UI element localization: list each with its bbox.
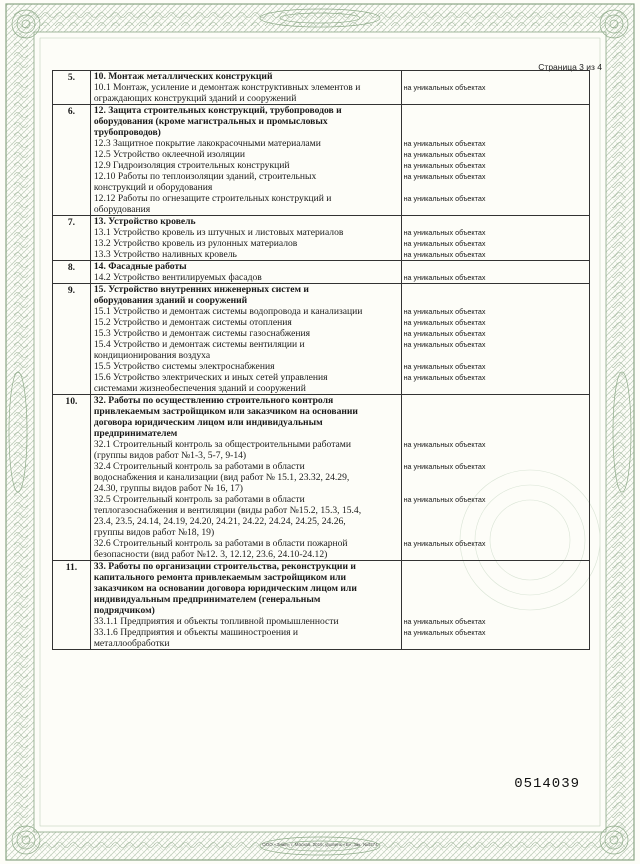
note-spacer — [402, 428, 589, 439]
note-cell — [401, 561, 589, 650]
work-item-text: 12.3 Защитное покрытие лакокрасочными материалами — [93, 138, 321, 149]
note-spacer — [402, 284, 589, 295]
note-spacer — [402, 527, 589, 538]
work-group-heading: 10. Монтаж металлических конструкций — [93, 71, 273, 82]
note-text: на уникальных объектах — [403, 307, 486, 316]
note-cell — [401, 284, 589, 395]
work-group-heading: 12. Защита строительных конструкций, трубопроводов и — [93, 105, 342, 116]
print-footer: ООО «Знак», г. Москва, 2016, уровень «В», зак. №4374 — [262, 842, 378, 847]
table-row — [53, 216, 590, 261]
note-spacer — [402, 216, 589, 227]
work-item-text: 12.12 Работы по огнезащите строительных конструкций и — [93, 193, 332, 204]
work-item-text: 33.1.1 Предприятия и объекты топливной промышленности — [93, 616, 339, 627]
note-cell — [401, 71, 589, 105]
note-text: на уникальных объектах — [403, 539, 486, 548]
work-item-text: 15.5 Устройство системы электроснабжения — [93, 361, 275, 372]
note-cell — [401, 261, 589, 284]
note-spacer — [402, 516, 589, 527]
work-item-text: 32.1 Строительный контроль за общестроительными работами — [93, 439, 351, 450]
note-cell — [401, 216, 589, 261]
table-row — [53, 261, 590, 284]
work-group-heading: 13. Устройство кровель — [93, 216, 196, 227]
work-group-heading: подрядчиком) — [93, 605, 155, 616]
work-item-text: кондиционирования воздуха — [93, 350, 211, 361]
note-spacer — [402, 204, 589, 215]
note-spacer — [402, 450, 589, 461]
work-item-text: 15.4 Устройство и демонтаж системы вентиляции и — [93, 339, 305, 350]
work-item-text: (группы видов работ №1-3, 5-7, 9-14) — [93, 450, 247, 461]
note-cell — [401, 105, 589, 216]
work-item-text: теплогазоснабжения и вентиляции (виды работ №15.2, 15.3, 15.4, — [93, 505, 362, 516]
work-item-text: системами жизнеобеспечения зданий и сооружений — [93, 383, 306, 394]
table-row — [53, 561, 590, 650]
note-spacer — [402, 127, 589, 138]
work-description-cell — [90, 71, 401, 105]
note-spacer — [402, 93, 589, 104]
work-group-heading: оборудования (кроме магистральных и промысловых — [93, 116, 328, 127]
work-item-text: 32.6 Строительный контроль за работами в области пожарной — [93, 538, 348, 549]
note-spacer — [402, 638, 589, 649]
work-group-heading: привлекаемым застройщиком или заказчиком на основании — [93, 406, 358, 417]
works-table — [52, 70, 590, 650]
note-text: на уникальных объектах — [403, 362, 486, 371]
table-row — [53, 105, 590, 216]
note-text: на уникальных объектах — [403, 228, 486, 237]
row-number: 6. — [53, 105, 91, 216]
work-group-heading: 33. Работы по организации строительства, реконструкции и — [93, 561, 356, 572]
work-group-heading: 15. Устройство внутренних инженерных систем и — [93, 284, 309, 295]
note-spacer — [402, 105, 589, 116]
note-spacer — [402, 383, 589, 394]
work-item-text: 23.4, 23.5, 24.14, 24.19, 24.20, 24.21, 24.22, 24.24, 24.25, 24.26, — [93, 516, 346, 527]
work-item-text: 24.30, группы видов работ № 16, 17) — [93, 483, 243, 494]
note-spacer — [402, 71, 589, 82]
note-text: на уникальных объектах — [403, 318, 486, 327]
note-text: на уникальных объектах — [403, 239, 486, 248]
note-text: на уникальных объектах — [403, 340, 486, 349]
note-text: на уникальных объектах — [403, 373, 486, 382]
row-number: 9. — [53, 284, 91, 395]
work-group-heading: предпринимателем — [93, 428, 178, 439]
note-spacer — [402, 116, 589, 127]
note-spacer — [402, 549, 589, 560]
work-item-text: 14.2 Устройство вентилируемых фасадов — [93, 272, 262, 283]
serial-number: 0514039 — [514, 776, 580, 792]
table-row — [53, 284, 590, 395]
note-text: на уникальных объектах — [403, 628, 486, 637]
work-item-text: 12.5 Устройство оклеечной изоляции — [93, 149, 246, 160]
work-item-text: металлообработки — [93, 638, 170, 649]
work-description-cell — [90, 284, 401, 395]
row-number: 10. — [53, 395, 91, 561]
work-group-heading: индивидуальным предпринимателем (генеральным — [93, 594, 321, 605]
note-spacer — [402, 483, 589, 494]
row-number: 8. — [53, 261, 91, 284]
row-number: 7. — [53, 216, 91, 261]
work-item-text: 15.2 Устройство и демонтаж системы отопления — [93, 317, 292, 328]
work-description-cell — [90, 261, 401, 284]
note-spacer — [402, 295, 589, 306]
note-spacer — [402, 561, 589, 572]
work-item-text: группы видов работ №18, 19) — [93, 527, 215, 538]
work-group-heading: договора юридическим лицом или индивидуальным — [93, 417, 323, 428]
note-spacer — [402, 395, 589, 406]
note-spacer — [402, 505, 589, 516]
work-item-text: конструкций и оборудования — [93, 182, 213, 193]
table-row — [53, 71, 590, 105]
work-item-text: 15.1 Устройство и демонтаж системы водопровода и канализации — [93, 306, 363, 317]
note-text: на уникальных объектах — [403, 161, 486, 170]
work-item-text: безопасности (вид работ №12. 3, 12.12, 23.6, 24.10-24.12) — [93, 549, 328, 560]
work-group-heading: 32. Работы по осуществлению строительного контроля — [93, 395, 334, 406]
work-item-text: 15.3 Устройство и демонтаж системы газоснабжения — [93, 328, 311, 339]
row-number: 11. — [53, 561, 91, 650]
note-spacer — [402, 583, 589, 594]
note-text: на уникальных объектах — [403, 172, 486, 181]
note-text: на уникальных объектах — [403, 495, 486, 504]
note-spacer — [402, 472, 589, 483]
work-description-cell — [90, 216, 401, 261]
note-spacer — [402, 406, 589, 417]
work-item-text: оборудования — [93, 204, 151, 215]
work-item-text: 13.1 Устройство кровель из штучных и листовых материалов — [93, 227, 344, 238]
row-number: 5. — [53, 71, 91, 105]
work-item-text: ограждающих конструкций зданий и сооружений — [93, 93, 297, 104]
work-item-text: 15.6 Устройство электрических и иных сетей управления — [93, 372, 328, 383]
work-item-text: 13.2 Устройство кровель из рулонных материалов — [93, 238, 298, 249]
note-spacer — [402, 417, 589, 428]
note-text: на уникальных объектах — [403, 329, 486, 338]
work-item-text: водоснабжения и канализации (вид работ № 15.1, 23.32, 24.29, — [93, 472, 350, 483]
work-item-text: 32.4 Строительный контроль за работами в области — [93, 461, 305, 472]
note-spacer — [402, 261, 589, 272]
note-text: на уникальных объектах — [403, 150, 486, 159]
work-group-heading: заказчиком на основании договора юридическим лицом или — [93, 583, 357, 594]
note-spacer — [402, 350, 589, 361]
note-text: на уникальных объектах — [403, 440, 486, 449]
table-row — [53, 395, 590, 561]
work-group-heading: трубопроводов) — [93, 127, 161, 138]
work-description-cell — [90, 395, 401, 561]
note-spacer — [402, 594, 589, 605]
note-text: на уникальных объектах — [403, 194, 486, 203]
note-text: на уникальных объектах — [403, 250, 486, 259]
work-description-cell — [90, 561, 401, 650]
note-text: на уникальных объектах — [403, 617, 486, 626]
work-group-heading: капитального ремонта привлекаемым застройщиком или — [93, 572, 347, 583]
note-text: на уникальных объектах — [403, 139, 486, 148]
work-item-text: 12.9 Гидроизоляция строительных конструкций — [93, 160, 290, 171]
work-group-heading: оборудования зданий и сооружений — [93, 295, 248, 306]
note-spacer — [402, 605, 589, 616]
note-spacer — [402, 572, 589, 583]
work-item-text: 10.1 Монтаж, усиление и демонтаж конструктивных элементов и — [93, 82, 361, 93]
work-item-text: 32.5 Строительный контроль за работами в области — [93, 494, 305, 505]
note-text: на уникальных объектах — [403, 83, 486, 92]
note-cell — [401, 395, 589, 561]
work-description-cell — [90, 105, 401, 216]
work-item-text: 33.1.6 Предприятия и объекты машиностроения и — [93, 627, 299, 638]
note-text: на уникальных объектах — [403, 273, 486, 282]
page-number: Страница 3 из 4 — [538, 62, 602, 72]
work-item-text: 13.3 Устройство наливных кровель — [93, 249, 237, 260]
note-spacer — [402, 182, 589, 193]
work-item-text: 12.10 Работы по теплоизоляции зданий, строительных — [93, 171, 317, 182]
note-text: на уникальных объектах — [403, 462, 486, 471]
work-group-heading: 14. Фасадные работы — [93, 261, 187, 272]
